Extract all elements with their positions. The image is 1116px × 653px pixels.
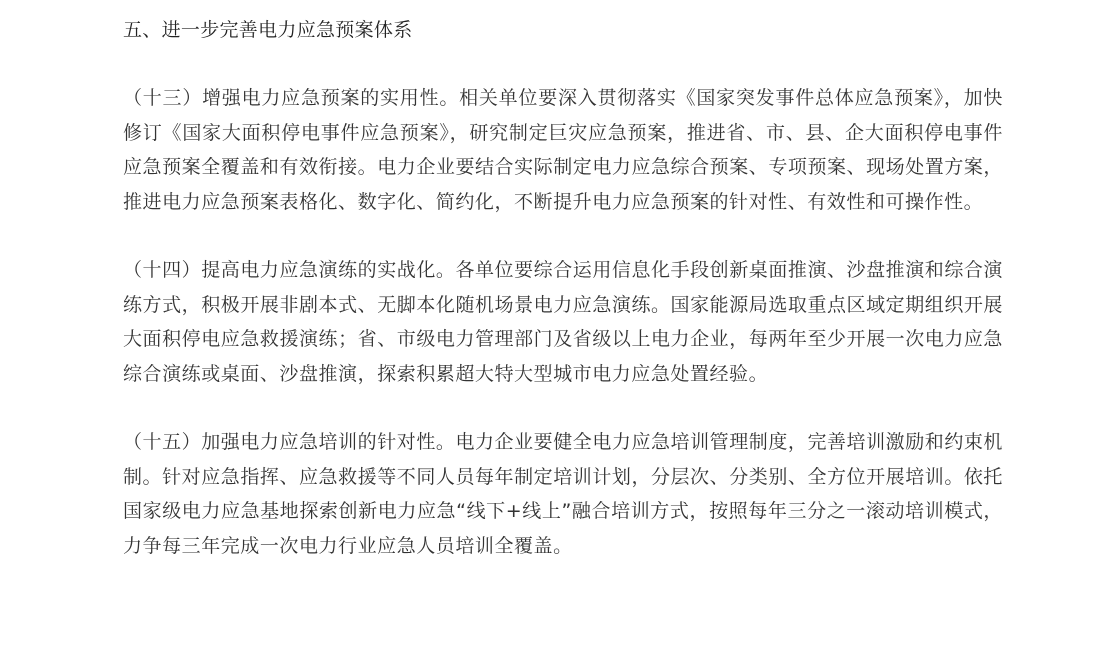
paragraph-13: （十三）增强电力应急预案的实用性。相关单位要深入贯彻落实《国家突发事件总体应急预案》，加快修订《国家大面积停电事件应急预案》，研究制定巨灾应急预案，推进省、市、县、企大面积停电事件应急预案全覆盖和有效衔接。电力企业要结合实际制定电力应急综合预案、专项预案、现场处置方案，推进电力应急预案表格化、数字化、简约化，不断提升电力应急预案的针对性、有效性和可操作性。: [123, 87, 1003, 213]
article-body: [123, 10, 1003, 563]
section-heading: 五、进一步完善电力应急预案体系: [123, 19, 413, 41]
paragraph-14: （十四）提高电力应急演练的实战化。各单位要综合运用信息化手段创新桌面推演、沙盘推演和综合演练方式，积极开展非剧本式、无脚本化随机场景电力应急演练。国家能源局选取重点区域定期组织开展大面积停电应急救援演练；省、市级电力管理部门及省级以上电力企业，每两年至少开展一次电力应急综合演练或桌面、沙盘推演，探索积累超大特大型城市电力应急处置经验。: [123, 259, 1003, 385]
paragraph-15: （十五）加强电力应急培训的针对性。电力企业要健全电力应急培训管理制度，完善培训激励和约束机制。针对应急指挥、应急救援等不同人员每年制定培训计划，分层次、分类别、全方位开展培训。依托国家级电力应急基地探索创新电力应急“线下+线上”融合培训方式，按照每年三分之一滚动培训模式，力争每三年完成一次电力行业应急人员培训全覆盖。: [123, 431, 1003, 557]
